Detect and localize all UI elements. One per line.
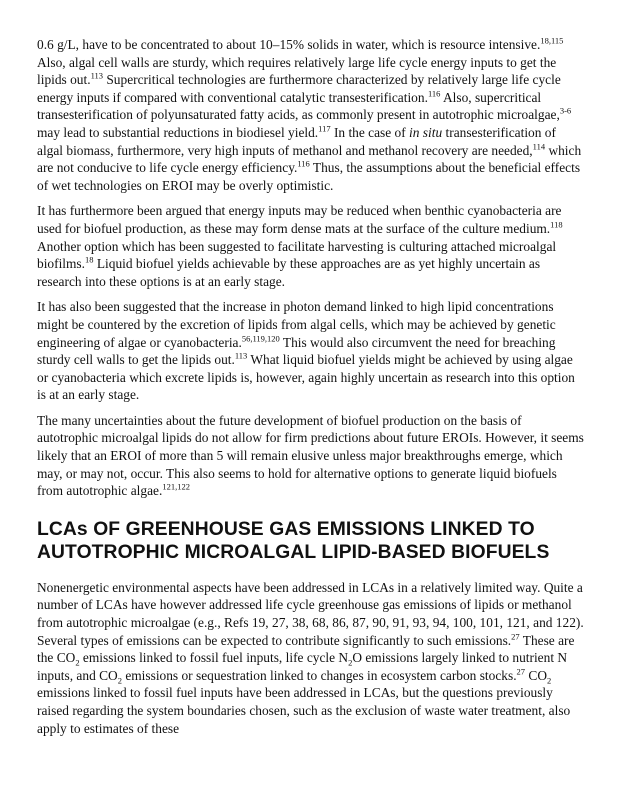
- subscript: 2: [75, 657, 80, 668]
- citation: 27: [511, 631, 520, 642]
- paragraph-uncertainties: The many uncertainties about the future development of biofuel production on the basis of autotrophic microalgal lipids do not allow for firm predictions about future EROIs. However, it seems likely that an EROI of more than 5 will remain elusive unless major breakthroughs emerge, which may, or may not, occur. This also seems to hold for alternative options to generate liquid biofuels from autotrophic algae.$^{121,122}$: [37, 412, 584, 499]
- citation: 27: [516, 666, 526, 677]
- subscript: 2: [348, 657, 353, 668]
- citation: 113: [234, 350, 248, 361]
- citation: 56,119,120: [241, 333, 280, 344]
- citation: 117: [318, 123, 331, 134]
- paragraph-wet-technologies: 0.6 g/L, have to be concentrated to about 10–15% solids in water, which is resource intensive.$^{18,115}$ Also, algal cell walls are sturdy, which requires relatively large life cycle energy inputs to get the lipids out.$^{113}$ Supercritical technologies are furthermore characterized by relatively large life cycle energy inputs if compared with conventional catalytic transesterification.$^{116}$ Also, supercritical transesterification of polyunsaturated fatty acids, as commonly present in autotrophic microalgae,$^{3-6}$ may lead to substantial reductions in biodiesel yield.$^{117}$ In the case of in situ transesterification of algal biomass, furthermore, very high inputs of methanol and methanol recovery are needed,$^{114}$ which are not conducive to life cycle energy efficiency.$^{116}$ Thus, the assumptions about the beneficial effects of wet technologies on EROI may be overly optimistic.: [37, 35, 582, 193]
- paragraph-benthic-cyanobacteria: It has furthermore been argued that energy inputs may be reduced when benthic cyanobacteria are used for biofuel production, as these may form dense mats at the surface of the culture medium.$^{118}$ Another option which has been suggested to facilitate harvesting is culturing attached microalgal biofilms.$^{18}$ Liquid biofuel yields achievable by these approaches are as yet highly uncertain as research into these options is at an early stage.: [37, 203, 563, 289]
- citation: 18,115: [540, 35, 564, 46]
- citation: 3-6: [559, 105, 572, 116]
- citation: 116: [427, 88, 441, 99]
- citation: 116: [297, 158, 310, 169]
- subscript: 2: [117, 675, 122, 686]
- section-heading-line-1: LCAs OF GREENHOUSE GAS EMISSIONS LINKED TO: [37, 518, 535, 540]
- citation: 118: [550, 219, 563, 230]
- paragraph-lipid-excretion: It has also been suggested that the increase in photon demand linked to high lipid concentrations might be countered by the excretion of lipids from algal cells, which may be achieved by genetic engineering of algae or cyanobacteria.$^{56,119,120}$ This would also circumvent the need for breaching sturdy cell walls to get the lipids out.$^{113}$ What liquid biofuel yields might be achieved by using algae or cyanobacteria which excrete lipids is, however, again highly uncertain as research into this option is at an early stage.: [37, 299, 575, 403]
- citation: 121,122: [162, 481, 190, 492]
- section-heading: [37, 518, 585, 564]
- section-heading-line-2: AUTOTROPHIC MICROALGAL LIPID-BASED BIOFUELS: [37, 541, 550, 563]
- citation: 18: [85, 254, 94, 265]
- paragraph-lca-emissions: Nonenergetic environmental aspects have been addressed in LCAs in a relatively limited way. Quite a number of LCAs have however addressed life cycle greenhouse gas emissions of lipids or methanol from autotrophic microalgae (e.g., Refs 19, 27, 38, 68, 86, 87, 90, 91, 93, 94, 100, 101, 121, and 122). Several types of emissions can be expected to contribute significantly to such emissions.$^{27}$ These are the $CO_2$ emissions linked to fossil fuel inputs, life cycle $N_2O$ emissions largely linked to nutrient N inputs, and $CO_2$ emissions or sequestration linked to changes in ecosystem carbon stocks.$^{27}$ $CO_2$ emissions linked to fossil fuel inputs have been addressed in LCAs, but the questions previously raised regarding the system boundaries chosen, such as the exclusion of waste water treatment, also apply to estimates of these: [37, 579, 584, 736]
- citation: 113: [90, 70, 104, 81]
- document-page: [37, 36, 585, 745]
- citation: 114: [532, 141, 546, 152]
- subscript: 2: [547, 675, 552, 686]
